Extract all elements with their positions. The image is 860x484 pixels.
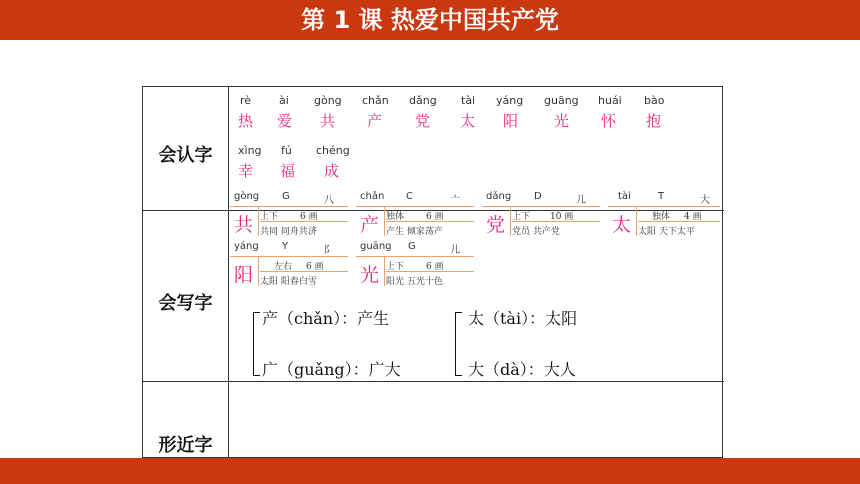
card-char: 共 <box>234 214 254 236</box>
card-pinyin: guāng <box>360 241 392 252</box>
char-card <box>230 240 348 286</box>
footer-bar <box>0 458 860 484</box>
card-structure: 上下 <box>260 212 279 222</box>
card-cap: G <box>282 191 290 202</box>
divider <box>384 256 385 286</box>
compare-item: 大（dà）：大人 <box>468 360 576 379</box>
divider <box>258 206 259 236</box>
card-radical: 儿 <box>576 195 586 206</box>
card-pinyin: chǎn <box>360 191 385 202</box>
pinyin: guāng <box>544 94 579 107</box>
divider <box>258 256 259 286</box>
card-words: 党员 共产党 <box>512 227 560 237</box>
card-structure: 左右 <box>274 262 293 272</box>
card-cap: D <box>534 191 542 202</box>
char: 光 <box>554 112 570 130</box>
card-cap: G <box>408 241 416 252</box>
char: 党 <box>415 112 431 130</box>
card-strokes: 6 画 <box>306 262 324 272</box>
card-cap: C <box>406 191 413 202</box>
bracket <box>253 312 260 376</box>
divider <box>384 206 385 236</box>
card-strokes: 4 画 <box>684 212 702 222</box>
char: 爱 <box>277 112 293 130</box>
card-words: 太阳 阳春白雪 <box>260 277 317 287</box>
card-strokes: 6 画 <box>426 262 444 272</box>
pinyin: chǎn <box>362 94 389 107</box>
card-strokes: 10 画 <box>550 212 574 222</box>
card-radical: 阝 <box>324 245 334 256</box>
char-card <box>356 190 474 236</box>
card-radical: 亠 <box>450 195 460 206</box>
char: 幸 <box>238 162 254 180</box>
pinyin: dǎng <box>409 94 437 107</box>
compare-item: 产（chǎn）：产生 <box>262 309 390 328</box>
card-radical: 儿 <box>450 245 460 256</box>
char-card <box>230 190 348 236</box>
card-structure: 独体 <box>386 212 405 222</box>
pinyin: ài <box>279 94 289 107</box>
page-title: 第 1 课 热爱中国共产党 <box>301 6 559 34</box>
card-char: 光 <box>360 264 380 286</box>
card-pinyin: tài <box>618 191 631 202</box>
char: 成 <box>324 162 340 180</box>
pinyin: huái <box>598 94 622 107</box>
bracket <box>455 312 462 376</box>
pinyin: rè <box>240 94 252 107</box>
pinyin: gòng <box>314 94 342 107</box>
card-words: 共同 同舟共济 <box>260 227 317 237</box>
card-char: 产 <box>360 214 380 236</box>
char: 怀 <box>601 112 617 130</box>
row-label-write: 会写字 <box>158 293 213 314</box>
card-cap: Y <box>282 241 289 252</box>
card-words: 产生 倾家荡产 <box>386 227 443 237</box>
column-divider <box>228 87 229 459</box>
card-words: 阳光 五光十色 <box>386 277 443 287</box>
pinyin: tài <box>461 94 476 107</box>
compare-item: 太（tài）：太阳 <box>468 309 578 328</box>
char-card <box>608 190 720 236</box>
divider <box>510 206 511 236</box>
row-label-similar: 形近字 <box>158 435 213 456</box>
card-radical: 八 <box>324 195 334 206</box>
char: 产 <box>367 112 383 130</box>
card-char: 太 <box>612 214 632 236</box>
row-label-recognize: 会认字 <box>158 145 213 166</box>
char: 太 <box>460 112 476 130</box>
pinyin: xìng <box>238 144 262 157</box>
char: 阳 <box>503 112 519 130</box>
card-char: 党 <box>486 214 506 236</box>
char: 共 <box>320 112 336 130</box>
pinyin: yáng <box>496 94 524 107</box>
card-cap: T <box>658 191 665 202</box>
row-divider <box>143 381 724 382</box>
pinyin: chéng <box>316 144 350 157</box>
char-card <box>482 190 600 236</box>
char-card <box>356 240 474 286</box>
char: 热 <box>238 112 254 130</box>
char: 福 <box>280 162 296 180</box>
card-structure: 独体 <box>652 212 671 222</box>
card-structure: 上下 <box>386 262 405 272</box>
card-pinyin: yáng <box>234 241 259 252</box>
pinyin: bào <box>644 94 665 107</box>
title-bar <box>0 0 860 40</box>
card-pinyin: dǎng <box>486 191 512 202</box>
card-radical: 大 <box>700 195 710 206</box>
compare-item: 广（guǎng）：广大 <box>262 360 401 379</box>
char: 抱 <box>646 112 662 130</box>
pinyin: fú <box>281 144 292 157</box>
card-words: 太阳 天下太平 <box>638 227 695 237</box>
divider <box>636 206 637 236</box>
card-structure: 上下 <box>512 212 531 222</box>
card-char: 阳 <box>234 264 254 286</box>
card-strokes: 6 画 <box>300 212 318 222</box>
card-strokes: 6 画 <box>426 212 444 222</box>
card-pinyin: gòng <box>234 191 260 202</box>
